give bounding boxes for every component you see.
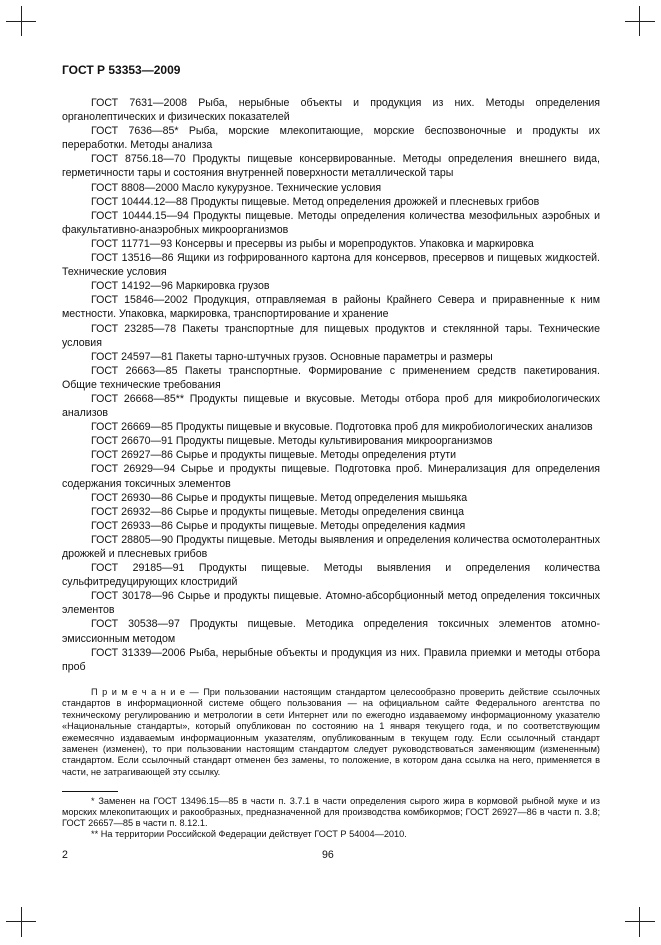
reference-item: ГОСТ 26932—86 Сырье и продукты пищевые. Методы определения свинца <box>91 505 465 518</box>
document-header: ГОСТ Р 53353—2009 <box>62 63 181 77</box>
reference-item: ГОСТ 14192—96 Маркировка грузов <box>91 280 270 293</box>
reference-item: ГОСТ 30178—96 Сырье и продукты пищевые. Атомно-абсорбционный метод определения токсичных элементов <box>62 590 600 617</box>
reference-item: ГОСТ 10444.15—94 Продукты пищевые. Методы определения количества мезофильных аэробных и факультативно-анаэробных микроорганизмов <box>62 209 600 236</box>
reference-item: ГОСТ 24597—81 Пакеты тарно-штучных грузов. Основные параметры и размеры <box>91 350 493 363</box>
reference-item: ГОСТ 7631—2008 Рыба, нерыбные объекты и продукция из них. Методы определения органолептических и физических показателей <box>62 97 600 124</box>
reference-item: ГОСТ 26933—86 Сырье и продукты пищевые. Методы определения кадмия <box>91 519 466 532</box>
reference-item: ГОСТ 26663—85 Пакеты транспортные. Формирование с применением средств пакетирования. Общие технические требования <box>62 364 600 391</box>
reference-item: ГОСТ 23285—78 Пакеты транспортные для пищевых продуктов и стеклянной тары. Технические условия <box>62 322 600 349</box>
crop-mark-top-left-v <box>21 6 22 36</box>
reference-item: ГОСТ 8808—2000 Масло кукурузное. Технические условия <box>91 181 382 194</box>
sheet-number: 96 <box>322 849 334 861</box>
crop-mark-bottom-right-v <box>639 907 640 937</box>
reference-item: ГОСТ 29185—91 Продукты пищевые. Методы выявления и определения количества сульфитредуцирующих клостридий <box>62 562 600 589</box>
footnote-item: ** На территории Российской Федерации действует ГОСТ Р 54004—2010. <box>91 829 407 839</box>
references-note: П р и м е ч а н и е — При пользовании настоящим стандартом целесообразно проверить действие ссылочных стандартов в информационной системе общего пользования — на официальном сайте Федерального агентства по техническому регулированию и метрологии в сети Интернет или по ежегодно издаваемому информационному указателю «Национальные стандарты», который опубликован по состоянию на 1 января текущего года, и по соответствующим ежемесячно издаваемым информационным указателям, опубликованным в текущем году. Если ссылочный стандарт заменен (изменен), то при пользовании настоящим стандартом следует руководствоваться заменяющим (измененным) стандартом. Если ссылочный стандарт отменен без замены, то положение, в котором дана ссылка на него, применяется в части, не затрагивающей эту ссылку. <box>62 687 600 777</box>
reference-item: ГОСТ 26930—86 Сырье и продукты пищевые. Метод определения мышьяка <box>91 491 468 504</box>
footnote-item: * Заменен на ГОСТ 13496.15—85 в части п. 3.7.1 в части определения сырого жира в кормовой рыбной муке и из морских млекопитающих и ракообразных, предназначенной для производства комбикормов; ГОСТ 26927—86 в части п. 3.8; ГОСТ 26657—85 в части п. 8.12.1. <box>62 796 600 828</box>
normative-references-list <box>62 96 600 674</box>
reference-item: ГОСТ 8756.18—70 Продукты пищевые консервированные. Методы определения внешнего вида, герметичности тары и состояния внутренней поверхности металлической тары <box>62 153 600 180</box>
reference-item: ГОСТ 13516—86 Ящики из гофрированного картона для консервов, пресервов и пищевых жидкостей. Технические условия <box>62 252 600 279</box>
reference-item: ГОСТ 26668—85** Продукты пищевые и вкусовые. Методы отбора проб для микробиологических анализов <box>62 392 600 420</box>
crop-mark-bottom-left-v <box>21 907 22 937</box>
reference-item: ГОСТ 26670—91 Продукты пищевые. Методы культивирования микроорганизмов <box>91 435 493 448</box>
reference-item: ГОСТ 11771—93 Консервы и пресервы из рыбы и морепродуктов. Упаковка и маркировка <box>91 237 534 250</box>
reference-item: ГОСТ 10444.12—88 Продукты пищевые. Метод определения дрожжей и плесневых грибов <box>91 195 540 208</box>
crop-mark-top-right-v <box>639 6 640 36</box>
reference-item: ГОСТ 31339—2006 Рыба, нерыбные объекты и продукция из них. Правила приемки и методы отбора проб <box>62 646 600 673</box>
footnotes <box>62 796 600 840</box>
reference-item: ГОСТ 30538—97 Продукты пищевые. Методика определения токсичных элементов атомно-эмиссионным методом <box>62 618 600 645</box>
crop-mark-top-right-h <box>625 21 655 22</box>
reference-item: ГОСТ 7636—85* Рыба, морские млекопитающие, морские беспозвоночные и продукты их переработки. Методы анализа <box>62 125 600 152</box>
reference-item: ГОСТ 28805—90 Продукты пищевые. Методы выявления и определения количества осмотолерантных дрожжей и плесневых грибов <box>62 533 600 560</box>
reference-item: ГОСТ 26927—86 Сырье и продукты пищевые. Методы определения ртути <box>91 449 457 462</box>
reference-item: ГОСТ 15846—2002 Продукция, отправляемая в районы Крайнего Севера и приравненные к ним местности. Упаковка, маркировка, транспортирование и хранение <box>62 294 600 321</box>
crop-mark-bottom-right-h <box>625 921 655 922</box>
reference-item: ГОСТ 26669—85 Продукты пищевые и вкусовые. Подготовка проб для микробиологических анализов <box>91 421 593 434</box>
page-number: 2 <box>62 849 68 861</box>
footnote-divider <box>62 791 118 792</box>
reference-item: ГОСТ 26929—94 Сырье и продукты пищевые. Подготовка проб. Минерализация для определения содержания токсичных элементов <box>62 463 600 490</box>
